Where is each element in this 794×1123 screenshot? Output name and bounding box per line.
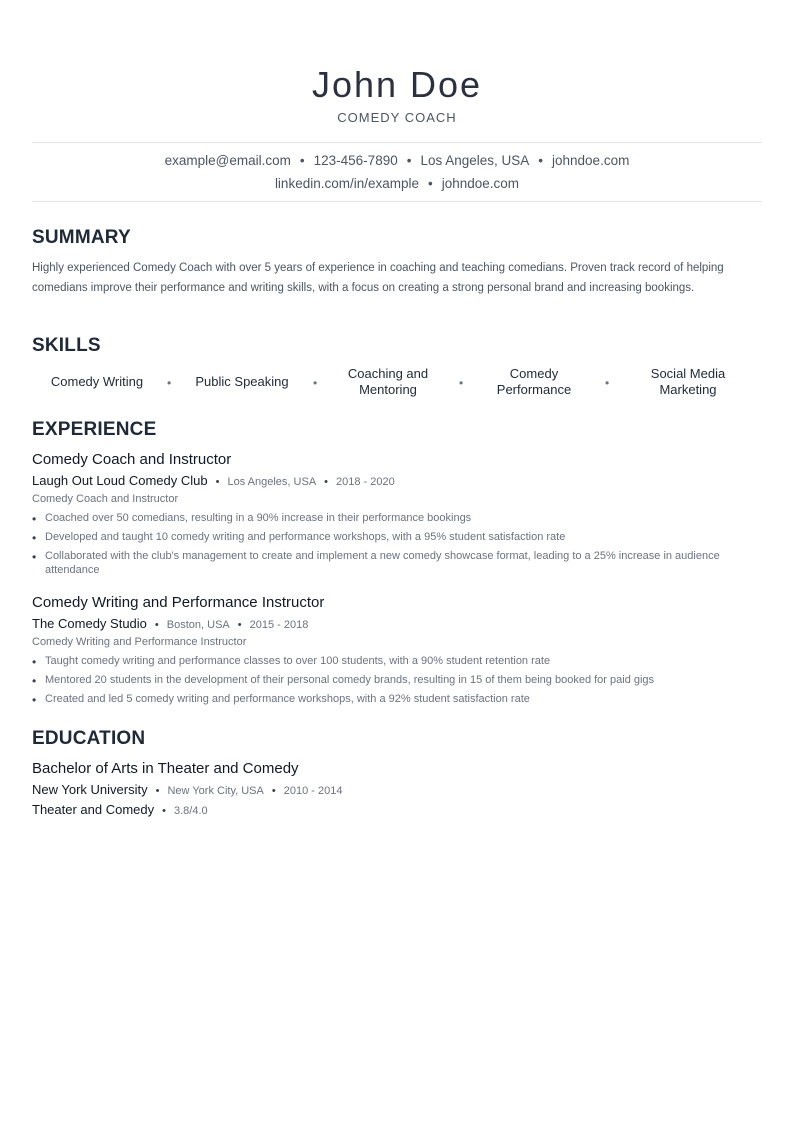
skill-item: Public Speaking	[195, 374, 289, 389]
job-meta	[32, 473, 395, 488]
education-field: Theater and Comedy	[32, 802, 155, 817]
separator-dot: •	[299, 153, 305, 168]
header-divider-bottom	[32, 201, 762, 202]
separator-dot: •	[215, 476, 220, 488]
candidate-name: John Doe	[311, 64, 483, 105]
separator-dot: •	[154, 619, 159, 631]
list-item: • Coached over 50 comedians, resulting in a 90% increase in their performance bookings	[32, 512, 472, 526]
contact-linkedin[interactable]: linkedin.com/in/example	[274, 176, 420, 191]
job-bullets	[32, 654, 752, 711]
list-item: • Collaborated with the club's management to create and implement a new comedy showcase format, leading to a 25% increase in audience attendance	[32, 550, 720, 576]
bullet-icon: •	[32, 655, 37, 669]
separator-dot: •	[324, 476, 329, 488]
job-role: Comedy Writing and Performance Instructor	[32, 636, 247, 648]
separator-dot: •	[237, 619, 242, 631]
contact-location: Los Angeles, USA	[420, 153, 530, 168]
education-gpa: 3.8/4.0	[173, 805, 208, 817]
skill-item: Comedy Performance	[496, 366, 572, 397]
separator-dot: •	[167, 376, 172, 390]
job-dates: 2018 - 2020	[336, 476, 395, 488]
job-dates: 2015 - 2018	[249, 619, 309, 631]
contact-phone[interactable]: 123-456-7890	[313, 153, 398, 168]
skill-item: Social Media Marketing	[650, 366, 726, 397]
contact-website-2[interactable]: johndoe.com	[441, 176, 520, 191]
header-divider-top	[32, 142, 762, 143]
list-item: • Mentored 20 students in the development of their personal comedy brands, resulting in 15 of them being booked for paid gigs	[32, 674, 655, 688]
bullet-icon: •	[32, 550, 37, 564]
list-item: • Created and led 5 comedy writing and performance workshops, with a 92% student satisfaction rate	[32, 693, 530, 707]
job-title: Comedy Writing and Performance Instructor	[32, 594, 325, 611]
separator-dot: •	[271, 785, 276, 797]
separator-dot: •	[428, 176, 433, 191]
education-school: New York University	[32, 782, 148, 797]
separator-dot: •	[155, 785, 160, 797]
separator-dot: •	[605, 376, 610, 390]
bullet-icon: •	[32, 512, 37, 526]
education-field-meta	[32, 802, 208, 817]
experience-heading: EXPERIENCE	[32, 419, 157, 440]
education-degree: Bachelor of Arts in Theater and Comedy	[32, 760, 299, 777]
list-item: • Developed and taught 10 comedy writing and performance workshops, with a 95% student satisfaction rate	[32, 531, 566, 545]
summary-text: Highly experienced Comedy Coach with over 5 years of experience in coaching and teaching comedians. Proven track record of helping comedians improve their performance and writing skills, with a focus on creating a strong personal brand and increasing bookings.	[32, 262, 724, 294]
bullet-icon: •	[32, 531, 37, 545]
skill-item: Coaching and Mentoring	[347, 366, 429, 397]
bullet-icon: •	[32, 693, 37, 707]
skill-item: Comedy Writing	[50, 374, 144, 389]
candidate-title: COMEDY COACH	[337, 110, 457, 125]
contact-email[interactable]: example@email.com	[164, 153, 291, 168]
separator-dot: •	[459, 376, 464, 390]
separator-dot: •	[313, 376, 318, 390]
job-location: Los Angeles, USA	[227, 476, 317, 488]
separator-dot: •	[406, 153, 412, 168]
contact-website[interactable]: johndoe.com	[552, 153, 630, 168]
separator-dot: •	[162, 805, 166, 817]
job-meta	[32, 616, 308, 631]
job-role: Comedy Coach and Instructor	[32, 493, 179, 505]
contact-line-2	[32, 176, 762, 191]
education-dates: 2010 - 2014	[283, 785, 343, 797]
separator-dot: •	[538, 153, 544, 168]
job-company: The Comedy Studio	[32, 616, 147, 631]
education-heading: EDUCATION	[32, 728, 146, 749]
job-company: Laugh Out Loud Comedy Club	[32, 473, 208, 488]
education-meta	[32, 782, 342, 797]
skills-heading: SKILLS	[32, 335, 101, 356]
job-bullets	[32, 511, 752, 582]
contact-line-1	[32, 153, 762, 168]
summary-heading: SUMMARY	[32, 227, 131, 248]
job-location: Boston, USA	[166, 619, 230, 631]
bullet-icon: •	[32, 674, 37, 688]
skills-list	[32, 366, 762, 402]
job-title: Comedy Coach and Instructor	[32, 451, 232, 468]
education-location: New York City, USA	[167, 785, 264, 797]
list-item: • Taught comedy writing and performance classes to over 100 students, with a 90% student retention rate	[32, 655, 551, 669]
